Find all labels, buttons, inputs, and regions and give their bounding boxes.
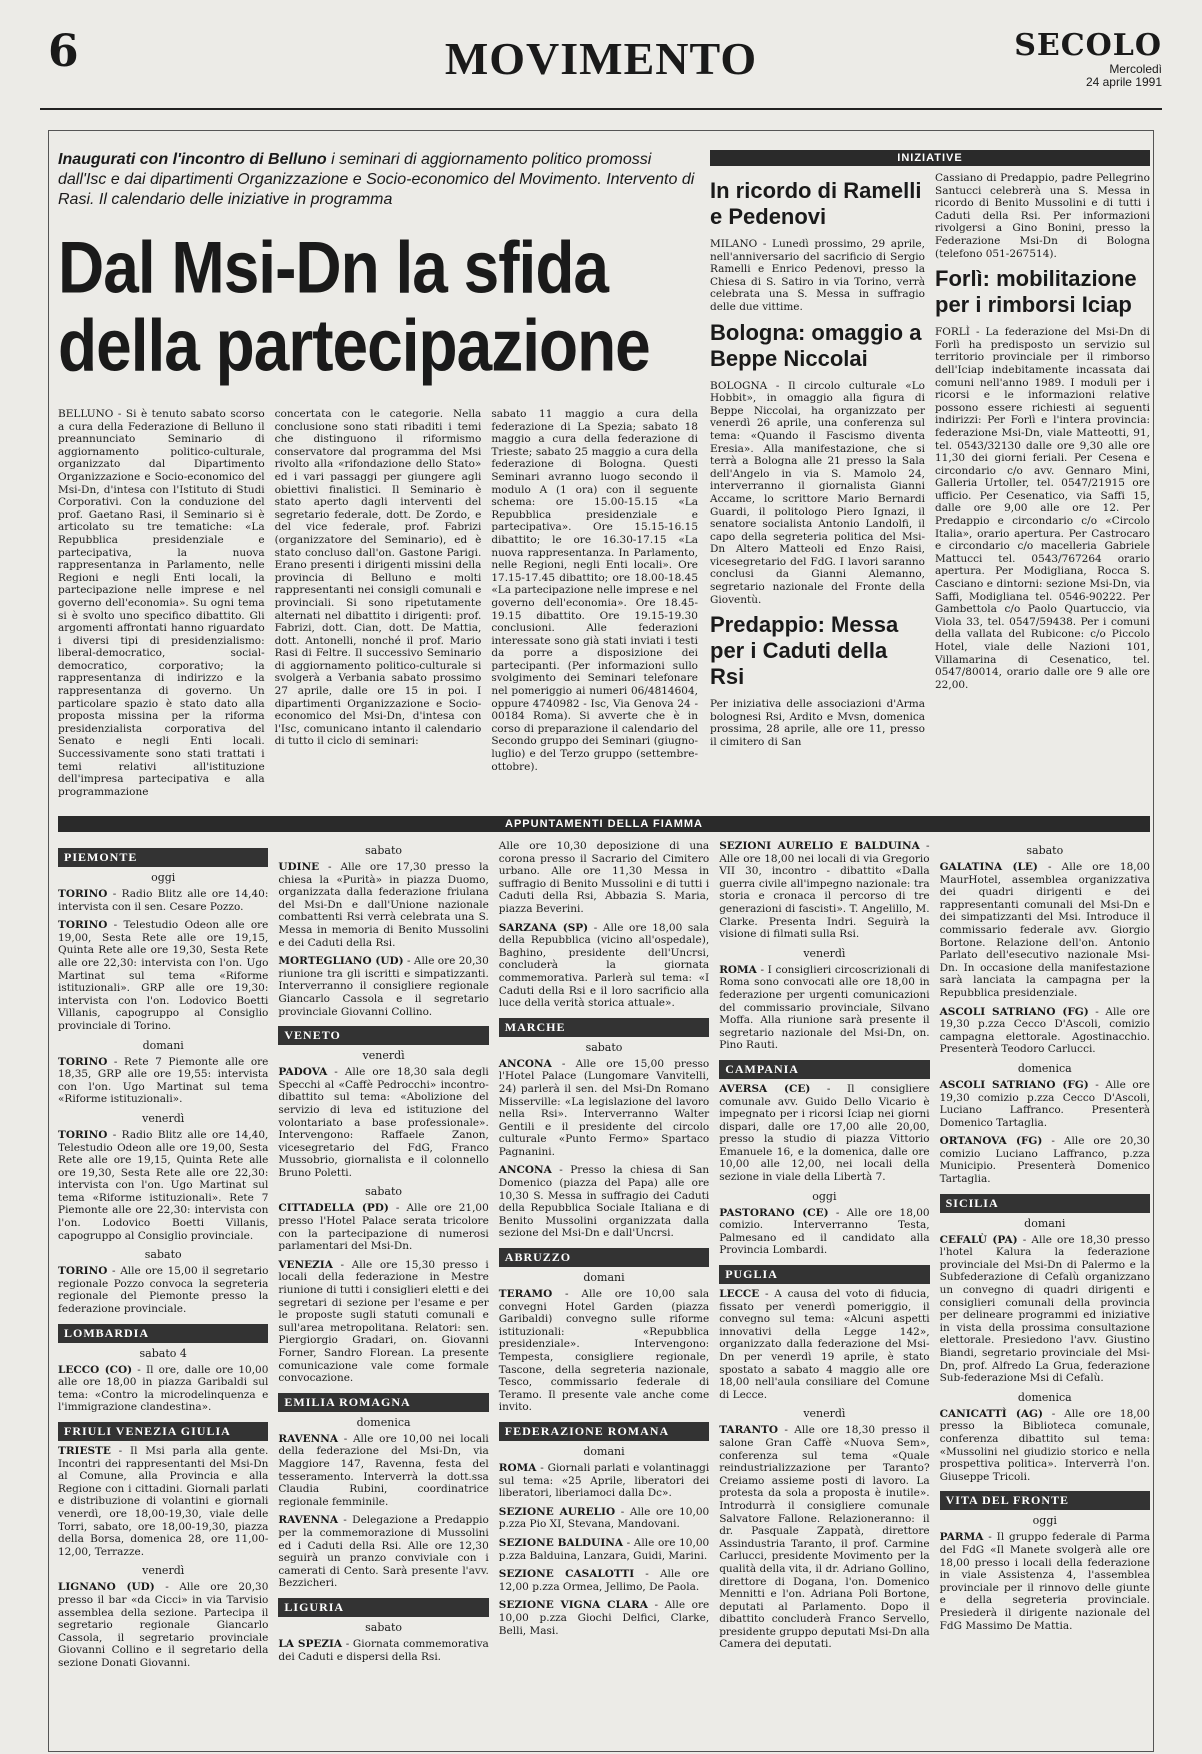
appointment-item — [278, 955, 488, 1018]
appointment-place: CEFALÙ (PA) — [939, 1233, 1018, 1246]
appointment-item — [58, 1581, 268, 1669]
day-heading: sabato — [365, 1620, 403, 1634]
appointment-item — [58, 919, 268, 1032]
day-heading: domani — [583, 1444, 625, 1458]
appointment-text: - Il Msi parla alla gente. Incontri dei rappresentanti del Msi-Dn al Comune, alla Provincia e alla Regione con i cittadini. Giornali parlati e distribuzione di volantini e giornali venerdì, ore 18,00-19,30, viale delle Torri, sabato, ore 18,00-19,30, piazza della Borsa, domenica 28, ore 11,00-12,00, Terrazze. — [58, 1445, 269, 1558]
lead-body — [58, 408, 698, 808]
appointment-item — [719, 964, 929, 1052]
appointment-place: ASCOLI SATRIANO (FG) — [939, 1005, 1089, 1018]
appointment-place: TORINO — [58, 919, 108, 932]
day-heading: domenica — [1017, 1061, 1072, 1075]
appointment-place: SEZIONE BALDUINA — [498, 1536, 623, 1549]
appointment-text: Alle ore 10,30 deposizione di una corona presso il Sacrario del Cimitero urbano. Alle ore 11,30 Messa in suffragio di Benito Mussolini e di tutti i Caduti della Rsi, Abbazia S. Maria, piazza Beverini. — [498, 840, 710, 915]
lead-column-2: concertata con le categorie. Nella conclusione sono stati ribaditi i temi che distinguono il riformismo conservatore dal programma del Msi rivolto alla «rifondazione dello Stato» ed i vari passaggi per giungere agli obiettivi finalistici. Il Seminario è stato aperto dagli interventi del segretario federale, dott. De Zordo, e del vice federale, prof. Fabrizi (organizzatore del Seminario), ed è stato concluso dall'on. Gastone Parigi. Erano presenti i dirigenti missini della provincia di Belluno e molti rappresentanti nei consigli comunali e provinciali. Si sono ripetutamente alternati nel dibattito i dirigenti: prof. Fabrizi, dott. Cian, dott. De Mattia, dott. Antonelli, nonché il prof. Mario Rasi di Feltre. Il successivo Seminario di aggiornamento politico-culturale si svolgerà a Verbania sabato prossimo 27 aprile, dalle ore 15 in poi. I dipartimenti Organizzazione e Socio-economico del Msi-Dn, d'intesa con l'Isc, comunicano intanto il calendario di tutto il ciclo di seminari: — [274, 408, 482, 748]
appointment-item — [278, 1638, 488, 1663]
appointment-text: - Giornata commemorativa dei Caduti e dispersi della Rsi. — [278, 1637, 489, 1663]
appuntamenti-bar: APPUNTAMENTI DELLA FIAMMA — [58, 816, 1150, 832]
appointment-text: - Alle ore 12,00 p.zza Ormea, Jellimo, De Paola. — [498, 1568, 710, 1593]
appointment-place: ORTANOVA (FG) — [939, 1135, 1043, 1148]
day-heading: domani — [142, 1038, 184, 1052]
appointment-item — [719, 1207, 929, 1257]
appointment-place: UDINE — [278, 861, 320, 873]
day-heading: domani — [1024, 1216, 1066, 1230]
lead-column-3: sabato 11 maggio a cura della federazione di La Spezia; sabato 18 maggio a cura della federazione di Trieste; sabato 25 maggio a cura della federazione di Bologna. Questi Seminari avranno luogo secondo il modulo A (1 ora) con il seguente schema: ore 15.00-15.15 «La Repubblica presidenziale e partecipativa». Ore 15.15-16.15 dibattito; le ore 16.30-17.15 «La nuova rappresentanza. In Parlamento, nelle Regioni, negli Enti locali». Ore 17.15-17.45 dibattito; ore 18.00-18.45 «La partecipazione nelle imprese e nel governo dell'economia». Ore 18.45-19.15 dibattito. Ore 19.15-19.30 conclusioni. Alle federazioni interessate sono già stati inviati i testi da porre a disposizione dei partecipanti. (Per informazioni sullo svolgimento dei Seminari telefonare nel pomeriggio ai numeri 06/4814604, oppure 4740982 - Isc, Via Genova 24 - 00184 Roma). Si avverte che è in corso di preparazione il calendario del Secondo gruppo dei Seminari (giugno-luglio) e del Terzo gruppo (settembre-ottobre). — [491, 408, 698, 773]
day-heading: sabato — [365, 1185, 403, 1199]
appointment-place: MORTEGLIANO (UD) — [278, 955, 404, 968]
day-heading: venerdì — [362, 1049, 405, 1063]
lead-headline — [58, 225, 698, 387]
text-niccolai: BOLOGNA - Il circolo culturale «Lo Hobbit», in omaggio alla figura di Beppe Niccolai, ha organizzato per venerdì 26 aprile, una conferenza sul tema: «Quando il Fascismo diventa Eresia». Alla manifestazione, che si terrà a Bologna alle 21 presso la Sala dell'Angelo in via S. Mamolo 24, interverranno il giornalista Gianni Accame, lo scrittore Mario Bernardi Guardi, il politologo Piero Ignazi, il senatore socialista Antonio Landolfi, il capo della segreteria politica del Msi-Dn Altero Matteoli ed Enzo Raisi, vicesegretario del FdG. I lavori saranno conclusi da Gianni Alemanno, segretario nazionale del Fronte della Gioventù. — [710, 379, 925, 606]
appointment-text: - Il gruppo federale di Parma del FdG «Il Manete svolgerà alle ore 18,00 presso i locali della federazione in viale Assistenza 4, l'assemblea provinciale per il rinnovo delle giunte e della segreteria provinciale. Presiederà il dirigente nazionale del FdG Massimo De Mattia. — [939, 1531, 1150, 1632]
appointment-text: - Alle ore 10,00 nei locali della federazione del Msi-Dn, via Maggiore 147, Ravenna, festa del tesseramento. Interverrà la dott.ssa Claudia Rubini, coordinatrice regionale femminile. — [278, 1432, 489, 1508]
appointment-item — [58, 1056, 268, 1106]
appointment-item — [499, 1164, 709, 1240]
appointment-text: - Alle ore 18,00 nei locali di via Gregorio VII 30, incontro - dibattito «Dalla guerra civile all'impegno nazionale: tra storia e cronaca il percorso di tre generazioni di fascisti». T. Angelillo, M. Clarke. Presenta Indri. Seguirà la visione di filmati sulla Rsi. — [719, 840, 930, 941]
appointment-place: LECCO (CO) — [58, 1363, 133, 1376]
appointment-item — [58, 1265, 268, 1315]
appointment-place: SEZIONI AURELIO E BALDUINA — [719, 840, 920, 852]
appointment-text: - Alle ore 18,30 presso l'hotel Kalura la federazione provinciale del Msi-Dn di Palermo e la Subfederazione di Cefalù organizzano un convegno di quadri dirigenti e consiglieri comunali della provincia per delineare programmi ed iniziative in vista della prossima consultazione elettorale. Presiedono l'avv. Giustino Biandi, segretario provinciale del Msi-Dn, prof. Alfredo La Grua, federazione Sub-federazione Msi di Cefalù. — [939, 1233, 1150, 1385]
appointment-place: ROMA — [498, 1461, 537, 1474]
appointment-item — [940, 1135, 1150, 1185]
iniziative-columns — [710, 172, 1150, 749]
appointment-text: - Alle ore 20,30 presso il bar «da Cicci» in via Tarvisio assemblea della sezione. Partecipa il segretario regionale Giancarlo Cassola, il segretario provinciale Giovanni Collino e il segretario della sezione Donati Giovanni. — [58, 1581, 269, 1669]
appointment-text: - Alle ore 10,00 sala convegni Hotel Garden (piazza Garibaldi) convegno sulle riforme istituzionali: «Repubblica presidenziale». Intervengono: Tempesta, consigliere regionale, Tascone, della segreteria nazionale, Tesco, commissario federale di Teramo. Il presente vale anche come invito. — [498, 1288, 710, 1414]
appointment-item — [719, 1288, 929, 1401]
appointment-text: - Alle ore 19,30 comizio p.zza Cecco D'Ascoli, Luciano Laffranco. Presenterà Domenico Tartaglia. — [939, 1078, 1150, 1129]
appointment-place: CANICATTÌ (AG) — [939, 1407, 1043, 1420]
appointment-item — [58, 1445, 268, 1558]
appointment-text: - Alle ore 19,30 p.zza Cecco D'Ascoli, comizio campagna elettorale. Agostinacchio. Presenterà Teodoro Carlucci. — [939, 1005, 1150, 1056]
appointment-text: - Il consigliere comunale avv. Guido Dello Vicario è impegnato per i ricorsi Iciap nei giorni dispari, dalle ore 17,00 alle 20,00, presso la studio di piazza Vittorio Emanuele 16, e la domenica, dalle ore 10,00 alle 12,00, nei locali della sezione in viale della Libertà 7. — [719, 1082, 930, 1184]
text-predappio-cont: Cassiano di Predappio, padre Pellegrino Santucci celebrerà una S. Messa in ricordo di Benito Mussolini e di tutti i Caduti della Rsi. Per informazioni rivolgersi a Gino Bonini, presso la Federazione Msi-Dn di Bologna (telefono 051-267514). — [935, 172, 1150, 260]
appointment-place: TORINO — [58, 888, 108, 900]
appuntamenti-column-4 — [719, 840, 929, 1676]
appointment-item — [940, 1079, 1150, 1129]
region-heading: VENETO — [278, 1026, 488, 1045]
appointment-place: PADOVA — [278, 1066, 328, 1079]
appointment-text: - Rete 7 Piemonte alle ore 18,35, GRP alle ore 19,55: intervista con l'on. Ugo Martinat sul tema «Riforme istituzionali». — [58, 1055, 269, 1106]
headline-niccolai: Bologna: omaggio a Beppe Niccolai — [710, 319, 922, 371]
appointment-text: - Alle ore 18,00 presso la Biblioteca comunale, conferenza dibattito sul tema: «Mussolini nel giudizio storico e nella prospettiva politica». Interverrà l'on. Giuseppe Tricoli. — [939, 1407, 1150, 1483]
lead-kicker — [58, 150, 698, 210]
region-heading: SICILIA — [940, 1194, 1150, 1213]
lead-article — [58, 150, 698, 387]
region-heading: LOMBARDIA — [58, 1324, 268, 1343]
issue-day: Mercoledì — [1109, 62, 1162, 76]
appointment-item — [278, 861, 488, 949]
appointment-item — [499, 1599, 709, 1637]
lead-column-1: BELLUNO - Si è tenuto sabato scorso a cura della Federazione di Belluno il preannunciato Seminario di aggiornamento politico-culturale, organizzato dal Dipartimento Organizzazione e Socio-economico del Msi-Dn, d'intesa con l'Istituto di Studi Corporativi. Con la conduzione del prof. Gaetano Rasi, il Seminario si è articolato su tre tematiche: «La Repubblica presidenziale e partecipativa, la nuova rappresentanza in Parlamento, nelle Regioni e negli Enti locali, la partecipazione nelle imprese e nel governo dell'economia». Su ogni tema si è svolto uno specifico dibattito. Gli argomenti affrontati hanno riguardato i diversi tipi di presidenzialismo: liberal-democratico, social-democratico, corporativo; la rappresentanza di indirizzo e la rappresentanza di governo. Un particolare spazio è stato dato alla proposta missina per la riforma presidenzialista corporativa del Senato e negli Enti locali. Successivamente sono stati trattati i temi relativi all'istituzione dell'impresa partecipativa e alla programmazione — [58, 408, 265, 798]
appointment-text: - Delegazione a Predappio per la commemorazione di Mussolini ed i Caduti della Rsi. Alle ore 12,30 seguirà un pranzo conviviale con i camerati di Cento. Sarà presente l'avv. Bezzicheri. — [278, 1514, 489, 1590]
issue-date: 24 aprile 1991 — [1085, 75, 1162, 89]
appointment-text: - Radio Blitz alle ore 14,40: intervista con il sen. Cesare Pozzo. — [58, 888, 269, 913]
appointment-item — [499, 1462, 709, 1500]
region-heading: EMILIA ROMAGNA — [278, 1393, 488, 1412]
region-heading: FRIULI VENEZIA GIULIA — [58, 1422, 268, 1441]
appointment-place: TORINO — [58, 1055, 108, 1068]
region-heading: PUGLIA — [719, 1265, 929, 1284]
page-number: 6 — [48, 26, 79, 77]
region-heading: CAMPANIA — [719, 1060, 929, 1079]
region-heading: VITA DEL FRONTE — [940, 1491, 1150, 1510]
appointment-text: - Alle ore 18,00 sala della Repubblica (vicino all'ospedale), Baghino, presidente dell'Uncrsi, concluderà la giornata commemorativa. Parlerà sul tema: «I Caduti della Rsi e il loro sacrificio alla luce della verità storica attuale». — [498, 921, 710, 1010]
lead-headline-line-2: della partecipazione — [58, 303, 650, 387]
appointment-text: - Telestudio Odeon alle ore 19,00, Sesta Rete alle ore 19,15, Quinta Rete alle ore 19,30, Sesta Rete alle ore 22,30: intervista con l'on. Ugo Martinat sul tema «Riforme istituzionali». GRP alle ore 19,30: intervista con l'on. Lodovico Boetti Villanis, capogruppo al Consiglio provinciale di Torino. — [58, 919, 269, 1032]
appointment-item — [719, 1424, 929, 1651]
region-heading: LIGURIA — [278, 1598, 488, 1617]
iniziative-column-right — [935, 172, 1150, 749]
appointment-item — [940, 1408, 1150, 1484]
appointment-text: - Alle ore 20,30 riunione tra gli iscritti e simpatizzanti. Interverranno il consigliere regionale Giancarlo Cassola e il segretario provinciale Giovanni Collino. — [278, 955, 489, 1018]
appointment-place: TORINO — [58, 1265, 108, 1278]
appuntamenti-column-5 — [940, 840, 1150, 1676]
appointment-item — [58, 1129, 268, 1242]
region-heading: MARCHE — [499, 1018, 709, 1037]
appointment-text: - Alle ore 18,30 presso il salone Gran Caffè «Nuova Sem», conferenza sul tema «Quale reindustrializzazione per Taranto? Creiamo assieme posti di lavoro. La protesta da sola a proposta è inutile». Introdurrà il consigliere comunale Salvatore Fallone. Relazioneranno: il dr. Pasquale Zappatà, direttore Assindustria Taranto, il prof. Carmine Carlucci, presidente Movimento per la qualità della vita, il dr. Adriano Gollino, direttore di Dogana, l'on. Domenico Mennitti e l'on. Adriana Poli Bortone, deputati al Parlamento. Dopo il dibattito concluderà Franco Servello, presidente gruppo deputati Msi-Dn alla Camera dei deputati. — [719, 1424, 930, 1651]
appointment-item — [940, 1531, 1150, 1632]
appointment-text: - Alle ore 21,00 presso l'Hotel Palace serata tricolore con la partecipazione di numerosi parlamentari del Msi-Dn. — [278, 1202, 489, 1253]
text-ramelli: MILANO - Lunedì prossimo, 29 aprile, nell'anniversario del sacrificio di Sergio Ramelli e Enrico Pedenovi, presso la Chiesa di S. Satiro in via Torino, verrà celebrata una S. Messa in suffragio delle due vittime. — [710, 238, 925, 313]
appointment-place: ANCONA — [498, 1057, 552, 1070]
headline-forli: Forlì: mobilitazione per i rimborsi Iciap — [935, 266, 1137, 318]
appointment-item — [499, 1058, 709, 1159]
appointment-place: ANCONA — [498, 1164, 552, 1177]
appointment-item — [499, 922, 709, 1010]
appointment-place: RAVENNA — [278, 1514, 338, 1527]
appointment-item — [940, 861, 1150, 1000]
appointment-item — [940, 1006, 1150, 1056]
appointment-text: - I consiglieri circoscrizionali di Roma sono convocati alle ore 18,00 in federazione per urgenti comunicazioni del commissario provinciale, Silvano Moffa. Alla riunione sarà presente il segretario nazionale del Msi-Dn, on. Pino Rauti. — [719, 963, 930, 1052]
appointment-place: TORINO — [58, 1128, 108, 1141]
region-heading: ABRUZZO — [499, 1248, 709, 1267]
text-forli: FORLÌ - La federazione del Msi-Dn di Forlì ha predisposto un servizio sul territorio provinciale per il rimborso dell'Iciap indebitamente incassata dai comuni nell'anno 1989. I moduli per i ricorsi e le informazioni relative possono essere richiesti ai seguenti indirizzi: Per Forlì e l'intera provincia: federazione Msi-Dn, viale Matteotti, 91, tel. 0543/32130 dalle ore 9,30 alle ore 11,30 dei giorni feriali. Per Cesena e circondario c/o avv. Gennaro Mini, Galleria Urtoller, tel. 0547/21915 ore ufficio. Per Cesenatico, via Saffi 15, dalle ore 9,00 alle ore 12. Per Predappio e circondario c/o «Circolo Italia», orario apertura. Per Castrocaro e circondario c/o macelleria Gabriele Mattucci tel. 0543/767264 orario apertura. Per Modigliana, Rocca S. Casciano e dintorni: sezione Msi-Dn, via Saffi, Modigliana tel. 0546-90222. Per Gambettola c/o Paolo Quartuccio, via Viola 33, tel. 0547/59438. Per i comuni della vallata del Rubicone: c/o Piccolo Hotel, viale delle Nazioni 101, Villamarina di Cesenatico, tel. 0547/80014, orario dalle ore 9 alle ore 22,00. — [935, 326, 1150, 691]
appointment-item — [58, 1364, 268, 1414]
appointment-item — [278, 1259, 488, 1385]
appointment-place: TRIESTE — [58, 1445, 111, 1457]
appointment-text: - Alle ore 15,00 presso l'Hotel Palace (Lungomare Vanvitelli, 24) parlerà il sen. del Msi-Dn Romano Misserville: «La legislazione del lavoro nella Rsi». Interverranno Walter Gentili e il presidente del circolo culturale «Punto Fermo» Spartaco Pagnanini. — [498, 1057, 710, 1158]
appointment-text: - Alle ore 18,00 comizio. Interverranno Testa, Palmesano ed il candidato alla Provincia Lombardi. — [719, 1206, 930, 1257]
appointment-text: - Alle ore 18,00 MaurHotel, assemblea organizzativa dei quadri dirigenti e dei rappresentanti comunali del Msi-Dn e dei simpatizzanti del Msi. Introduce il commissario federale avv. Giorgio Bortone. Relazione dell'on. Antonio Parlato dell'esecutivo nazionale Msi-Dn. In occasione della manifestazione sarà lanciata la campagna per la Repubblica presidenziale. — [939, 861, 1150, 999]
page-header — [40, 18, 1162, 110]
region-heading: PIEMONTE — [58, 848, 268, 867]
appointment-item — [278, 1433, 488, 1509]
appointment-text: - Presso la chiesa di San Domenico (piazza del Papa) alle ore 10,30 S. Messa in suffragio dei Caduti della Repubblica Sociale Italiana e di Benito Mussolini organizzata dalla sezione del Msi-Dn e dall'Uncrsi. — [498, 1164, 710, 1240]
iniziative-bar: INIZIATIVE — [710, 150, 1150, 166]
appointment-text: - Alle ore 18,30 sala degli Specchi al «Caffè Pedrocchi» incontro-dibattito sul tema: «Abolizione del servizio di leva ed istituzione del volontariato a base professionale». Intervengono: Raffaele Zanon, vicesegretario del FdG, Franco Mussobrio, giornalista e il colonnello Bruno Poletti. — [278, 1066, 489, 1179]
day-heading: sabato — [585, 1040, 623, 1054]
day-heading: venerdì — [142, 1564, 185, 1578]
day-heading: domenica — [356, 1415, 411, 1429]
appointment-place: SEZIONE AURELIO — [498, 1505, 616, 1518]
appointment-place: SEZIONE VIGNA CLARA — [498, 1599, 648, 1612]
appointment-text: - Alle ore 10,00 p.zza Giochi Delfici, Clarke, Belli, Masi. — [498, 1599, 710, 1637]
appuntamenti-columns — [58, 840, 1150, 1676]
appointment-place: LIGNANO (UD) — [58, 1581, 155, 1594]
headline-ramelli: In ricordo di Ramelli e Pedenovi — [710, 178, 922, 229]
appointment-place: AVERSA (CE) — [719, 1082, 811, 1095]
appointment-item — [499, 1568, 709, 1593]
appointment-item — [499, 1537, 709, 1562]
section-title: MOVIMENTO — [444, 33, 758, 84]
appointment-place: ASCOLI SATRIANO (FG) — [939, 1078, 1089, 1091]
appointment-place: LA SPEZIA — [278, 1637, 343, 1650]
appointment-text: - Alle ore 10,00 p.zza Balduina, Lanzara, Guidi, Marini. — [498, 1536, 710, 1562]
appuntamenti-column-1 — [58, 840, 268, 1676]
masthead — [1014, 28, 1162, 89]
day-heading: oggi — [151, 871, 176, 884]
appuntamenti-section — [58, 816, 1150, 1676]
day-heading: sabato — [365, 844, 403, 857]
masthead-name: SECOLO — [1014, 28, 1162, 63]
day-heading: domenica — [1017, 1390, 1072, 1404]
appointment-text: - Alle ore 15,30 presso i locali della federazione in Mestre riunione di tutti i consiglieri eletti e dei segretari di sezione per l'esame e per le proposte sugli statuti comunali e sull'area metropolitana. Relatori: sen. Piergiorgio Gradari, on. Giovanni Forner, Sandro Florean. La presente comunicazione vale come formale convocazione. — [278, 1258, 489, 1385]
appointment-text: - Alle ore 20,30 comizio Luciano Laffranco, p.zza Municipio. Presenterà Domenico Tartaglia. — [939, 1135, 1150, 1186]
appointment-item — [719, 840, 929, 941]
appointment-place: ROMA — [719, 963, 757, 976]
appointment-item — [499, 1288, 709, 1414]
appointment-place: SARZANA (SP) — [498, 921, 589, 934]
appointment-item — [278, 1202, 488, 1252]
appointment-place: PASTORANO (CE) — [719, 1206, 829, 1219]
day-heading: sabato — [144, 1248, 182, 1262]
day-heading: sabato — [1026, 844, 1064, 857]
appointment-place: TERAMO — [498, 1288, 553, 1301]
appointment-item — [940, 1234, 1150, 1385]
appointment-item — [58, 888, 268, 913]
appointment-place: GALATINA (LE) — [939, 861, 1038, 873]
iniziative-section — [710, 150, 1150, 749]
lead-kicker-rest: i seminari di aggiornamento politico promossi dall'Isc e dai dipartimenti Organizzazione e Socio-economico del Movimento. Intervento di Rasi. Il calendario delle iniziative in programma — [58, 151, 695, 208]
appuntamenti-column-3 — [499, 840, 709, 1676]
lead-kicker-bold: Inaugurati con l'incontro di Belluno — [58, 151, 327, 168]
day-heading: venerdì — [142, 1111, 185, 1125]
headline-predappio: Predappio: Messa per i Caduti della Rsi — [710, 612, 899, 690]
appointment-place: PARMA — [939, 1531, 984, 1544]
day-heading: oggi — [1032, 1514, 1057, 1528]
appointment-place: RAVENNA — [278, 1432, 338, 1445]
appointment-place: TARANTO — [719, 1424, 779, 1437]
text-predappio: Per iniziativa delle associazioni d'Arma bolognesi Rsi, Ardito e Mvsn, domenica prossima, 28 aprile, alle ore 11, presso il cimitero di San — [710, 698, 925, 749]
appointment-text: - Radio Blitz alle ore 14,40, Telestudio Odeon alle ore 19,00, Sesta Rete alle ore 19,15, Quinta Rete alle ore 19,30, Sesta Rete alle ore 22,30: intervista con l'on. Ugo Martinat sul tema «Riforme istituzionali». Rete 7 Piemonte alle ore 22,30: intervista con l'on. Lodovico Boetti Villanis, capogruppo al Consiglio provinciale. — [58, 1128, 269, 1242]
day-heading: venerdì — [803, 946, 846, 960]
appointment-text: - A causa del voto di fiducia, fissato per venerdì pomeriggio, il convegno sul tema: «Alcuni aspetti innovativi della Legge 142», organizzato dalla federazione del Msi-Dn per venerdì 19 aprile, è stato spostato a sabato 4 maggio alle ore 18,00 nell'aula consiliare del Comune di Lecce. — [719, 1288, 930, 1401]
iniziative-column-left — [710, 172, 925, 749]
lead-headline-line-1: Dal Msi-Dn la sfida — [58, 225, 608, 309]
appointment-place: CITTADELLA (PD) — [278, 1202, 389, 1215]
appointment-text: - Alle ore 17,30 presso la chiesa la «Purità» in piazza Duomo, organizzata dalla federazione friulana del Msi-Dn e dall'Unione nazionale combattenti Rsi verrà celebrata una S. Messa in memoria di Benito Mussolini e dei Caduti della Rsi. — [278, 861, 489, 949]
appointment-place: VENEZIA — [278, 1258, 333, 1271]
region-heading: FEDERAZIONE ROMANA — [499, 1422, 709, 1441]
appointment-text: - Giornali parlati e volantinaggi sul tema: «25 Aprile, liberatori dei liberatori, liberiamoci dalla Dc». — [498, 1461, 710, 1500]
appointment-item — [278, 1066, 488, 1179]
day-heading: domani — [583, 1271, 625, 1285]
appointment-text: - Alle ore 15,00 il segretario regionale Pozzo convoca la segreteria regionale del Piemonte presso la federazione provinciale. — [58, 1265, 269, 1316]
appointment-place: SEZIONE CASALOTTI — [498, 1568, 635, 1581]
appointment-place: LECCE — [719, 1288, 760, 1301]
appointment-item — [499, 840, 709, 916]
appointment-text: - Il ore, dalle ore 10,00 alle ore 18,00 in piazza Garibaldi sul tema: «Contro la microdelinquenza e l'immigrazione clandestina». — [58, 1363, 269, 1414]
day-heading: oggi — [812, 1189, 837, 1203]
appointment-item — [278, 1514, 488, 1590]
appointment-item — [719, 1083, 929, 1184]
appuntamenti-column-2 — [278, 840, 488, 1676]
day-heading: venerdì — [803, 1407, 846, 1421]
appointment-item — [499, 1506, 709, 1531]
day-heading: sabato 4 — [139, 1346, 187, 1360]
appointment-text: - Alle ore 10,00 p.zza Pio XI, Stevana, Mandovani. — [498, 1505, 710, 1531]
